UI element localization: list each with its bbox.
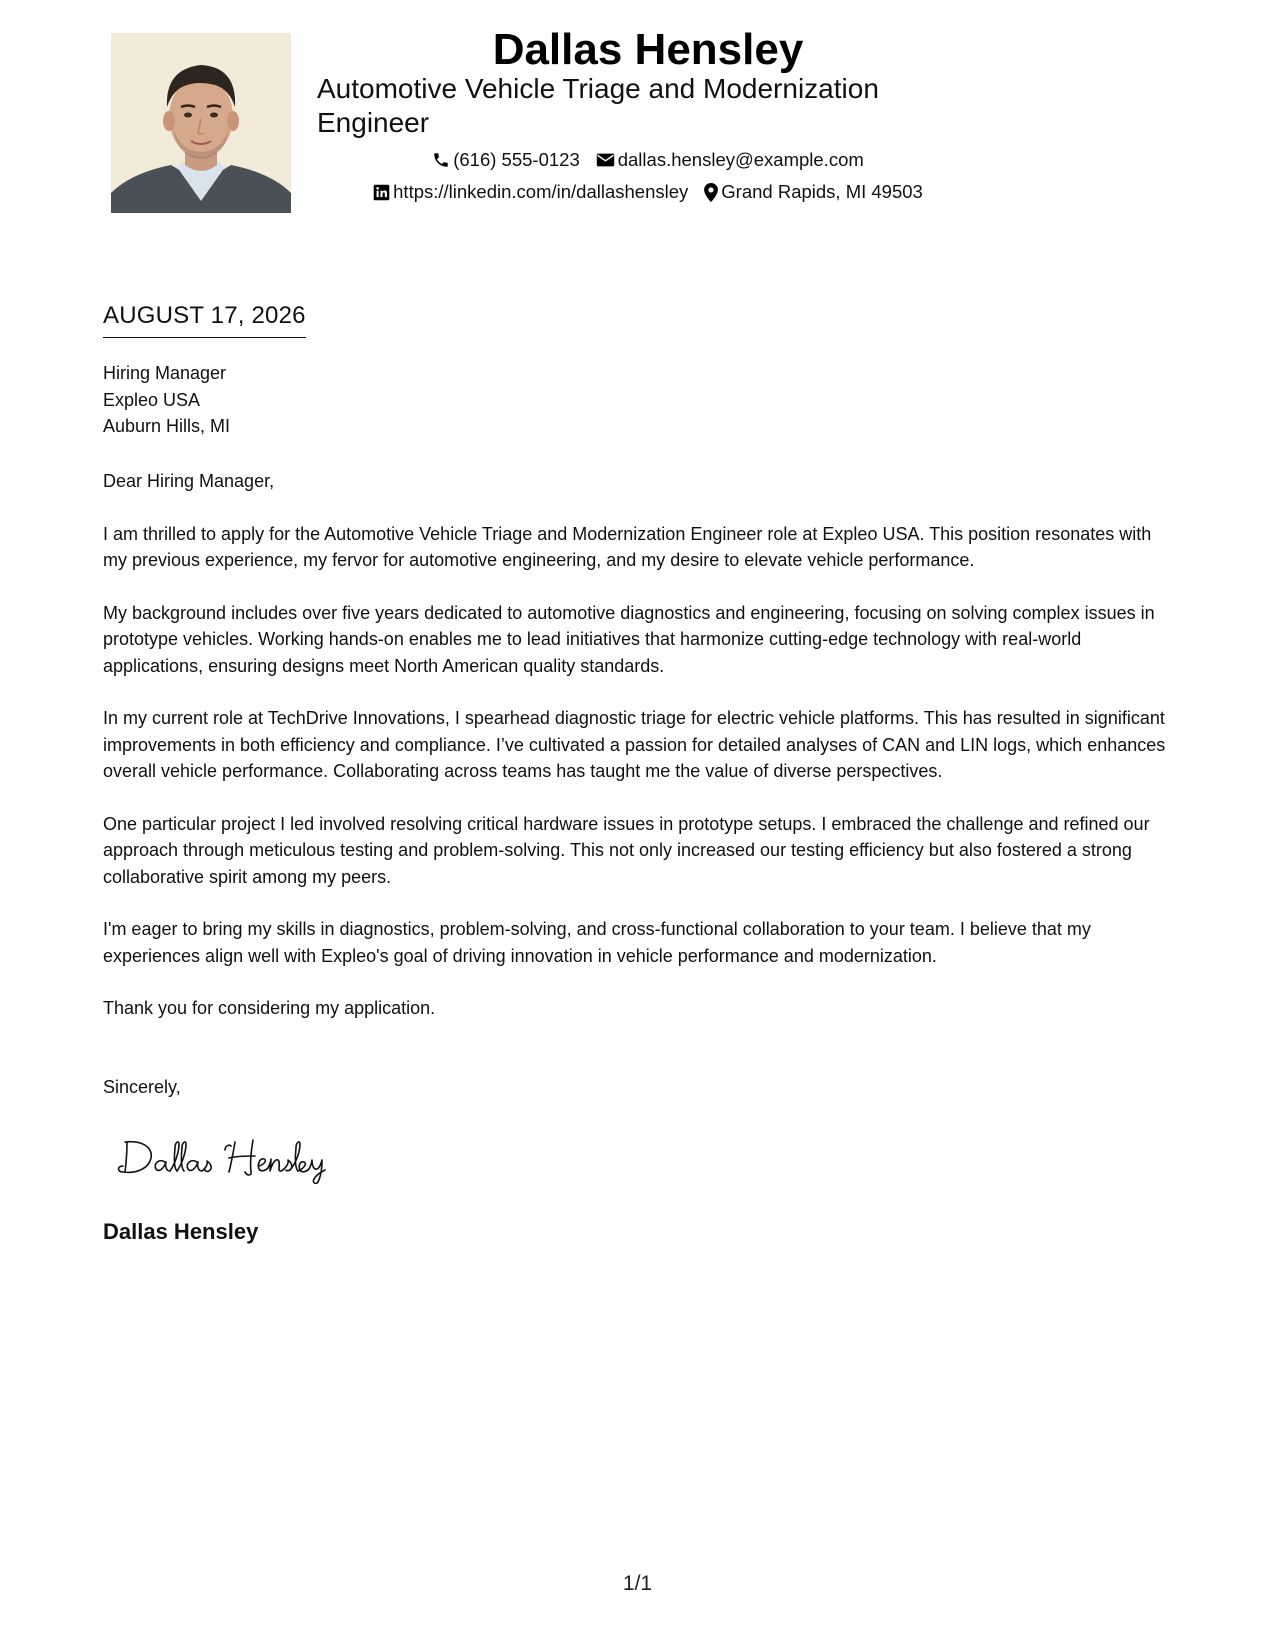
paragraph-current-role: In my current role at TechDrive Innovations, I spearhead diagnostic triage for electric vehicle platforms. This has resulted in significant improvements in both efficiency and compliance. I’ve cultivated a passion for detailed analyses of CAN and LIN logs, which enhances overall vehicle performance. Collaborating across teams has taught me the value of diverse perspectives. — [103, 708, 1166, 781]
envelope-icon — [596, 152, 615, 168]
recipient-block — [103, 360, 230, 440]
signer-name: Dallas Hensley — [103, 1219, 259, 1244]
contact-row-2 — [318, 180, 978, 204]
recipient-company: Expleo USA — [103, 389, 201, 410]
phone-contact[interactable] — [432, 148, 580, 172]
handwritten-signature — [113, 1128, 353, 1189]
job-title: Automotive Vehicle Triage and Modernization Engineer — [317, 73, 879, 138]
paragraph-intro: I am thrilled to apply for the Automotive Vehicle Triage and Modernization Engineer role at Expleo USA. This position resonates with my previous experience, my fervor for automotive engineering, and my desire to elevate vehicle performance. — [103, 523, 1152, 570]
profile-photo — [111, 33, 291, 213]
letter-date: AUGUST 17, 2026 — [103, 300, 306, 338]
location-contact — [704, 180, 923, 204]
email-contact[interactable] — [596, 148, 864, 172]
linkedin-text: https://linkedin.com/in/dallashensley — [393, 181, 689, 202]
portrait-photo-icon — [111, 33, 291, 213]
linkedin-icon — [373, 184, 390, 201]
paragraph-project: One particular project I led involved resolving critical hardware issues in prototype setups. I embraced the challenge and refined our approach through meticulous testing and problem-solving. This not only increased our testing efficiency but also fostered a strong collaborative spirit among my peers. — [103, 813, 1150, 887]
applicant-name: Dallas Hensley — [492, 25, 804, 74]
paragraph-background: My background includes over five years dedicated to automotive diagnostics and engineering, focusing on solving complex issues in prototype vehicles. Working hands-on enables me to lead initiatives that harmonize cutting-edge technology with real-world applications, ensuring designs meet North American quality standards. — [103, 602, 1155, 676]
linkedin-contact[interactable] — [373, 180, 688, 204]
recipient-location: Auburn Hills, MI — [103, 416, 231, 436]
paragraph-eager: I'm eager to bring my skills in diagnostics, problem-solving, and cross-functional collaboration to your team. I believe that my experiences align well with Expleo's goal of driving innovation in vehicle performance and modernization. — [103, 919, 1091, 966]
paragraph-thanks: Thank you for considering my application. — [103, 998, 436, 1018]
phone-text: (616) 555-0123 — [453, 149, 580, 170]
email-text: dallas.hensley@example.com — [617, 149, 864, 170]
closing: Sincerely, — [103, 1077, 181, 1097]
map-pin-icon — [704, 183, 718, 202]
phone-icon — [432, 151, 450, 169]
contact-row-1 — [318, 148, 978, 172]
letter-body — [103, 468, 1173, 1048]
location-text: Grand Rapids, MI 49503 — [721, 181, 923, 202]
page-number: 1/1 — [622, 1572, 653, 1595]
salutation: Dear Hiring Manager, — [103, 471, 275, 491]
recipient-title: Hiring Manager — [103, 363, 227, 383]
signature-image — [113, 1128, 353, 1184]
